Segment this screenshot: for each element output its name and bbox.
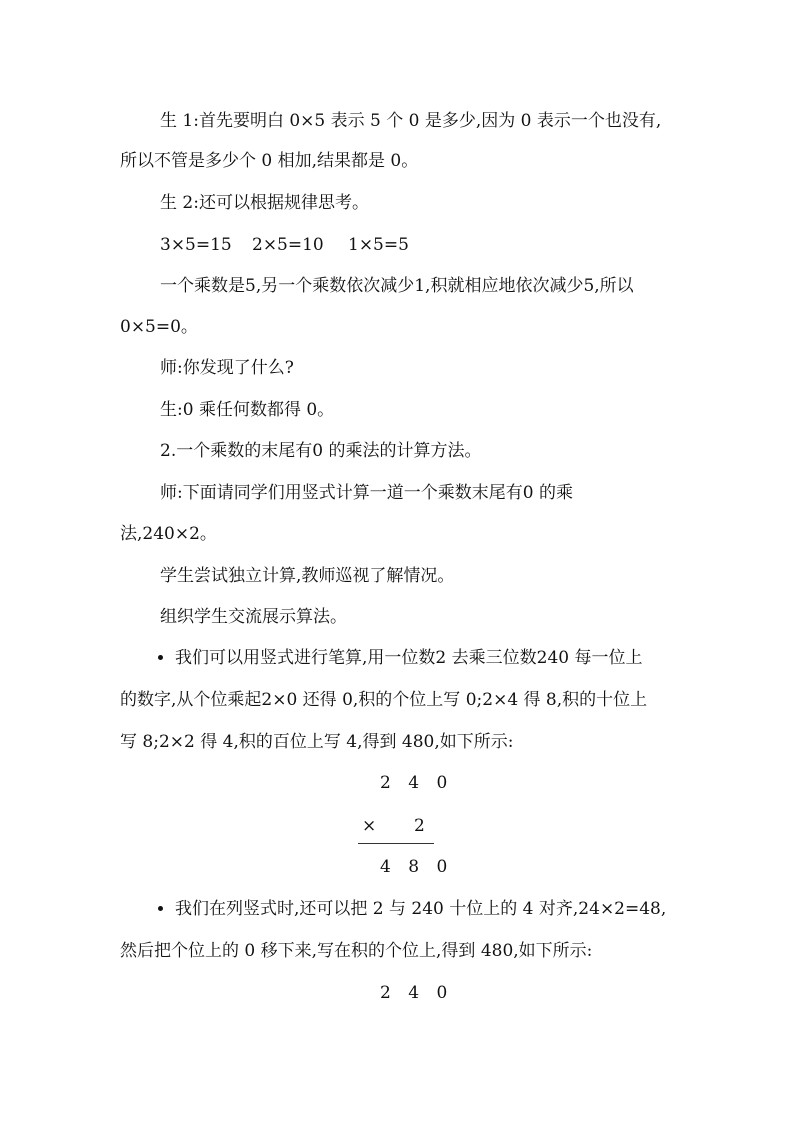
calc1-times-sign: × bbox=[362, 816, 377, 836]
bullet1-line2: 的数字,从个位乘起2×0 还得 0,积的个位上写 0;2×4 得 8,积的十位上 bbox=[120, 690, 648, 710]
paragraph-student2: 生 2:还可以根据规律思考。 bbox=[160, 193, 369, 213]
equation-2x5: 2×5=10 bbox=[252, 235, 324, 255]
calc1-multiplicand: 2 4 0 bbox=[380, 773, 454, 793]
calc1-product: 4 8 0 bbox=[380, 857, 454, 877]
paragraph-teacher-task-line2: 法,240×2。 bbox=[120, 524, 217, 544]
bullet1-line1: 我们可以用竖式进行笔算,用一位数2 去乘三位数240 每一位上 bbox=[175, 648, 643, 668]
bullet-dot bbox=[158, 906, 163, 911]
paragraph-student1-line1: 生 1:首先要明白 0×5 表示 5 个 0 是多少,因为 0 表示一个也没有, bbox=[160, 111, 662, 131]
bullet2-line1: 我们在列竖式时,还可以把 2 与 240 十位上的 4 对齐,24×2=48, bbox=[175, 899, 667, 919]
paragraph-students-try: 学生尝试独立计算,教师巡视了解情况。 bbox=[160, 566, 455, 586]
paragraph-teacher-task-line1: 师:下面请同学们用竖式计算一道一个乘数末尾有0 的乘 bbox=[160, 483, 573, 503]
paragraph-pattern-line1: 一个乘数是5,另一个乘数依次减少1,积就相应地依次减少5,所以 bbox=[160, 276, 634, 296]
paragraph-student1-line2: 所以不管是多少个 0 相加,结果都是 0。 bbox=[120, 151, 419, 171]
equation-3x5: 3×5=15 bbox=[160, 235, 232, 255]
bullet1-line3: 写 8;2×2 得 4,积的百位上写 4,得到 480,如下所示: bbox=[120, 732, 514, 752]
section-heading-2: 2.一个乘数的末尾有0 的乘法的计算方法。 bbox=[160, 441, 482, 461]
calc1-multiplier: 2 bbox=[414, 816, 425, 836]
paragraph-organize-exchange: 组织学生交流展示算法。 bbox=[160, 607, 347, 627]
equation-1x5: 1×5=5 bbox=[348, 235, 409, 255]
bullet2-line2: 然后把个位上的 0 移下来,写在积的个位上,得到 480,如下所示: bbox=[120, 941, 593, 961]
paragraph-student-answer: 生:0 乘任何数都得 0。 bbox=[160, 400, 335, 420]
paragraph-teacher-question: 师:你发现了什么? bbox=[160, 358, 294, 378]
calc2-multiplicand: 2 4 0 bbox=[380, 983, 454, 1003]
calc1-divider-line bbox=[358, 843, 434, 844]
paragraph-pattern-line2: 0×5=0。 bbox=[120, 317, 198, 337]
bullet-dot bbox=[158, 655, 163, 660]
